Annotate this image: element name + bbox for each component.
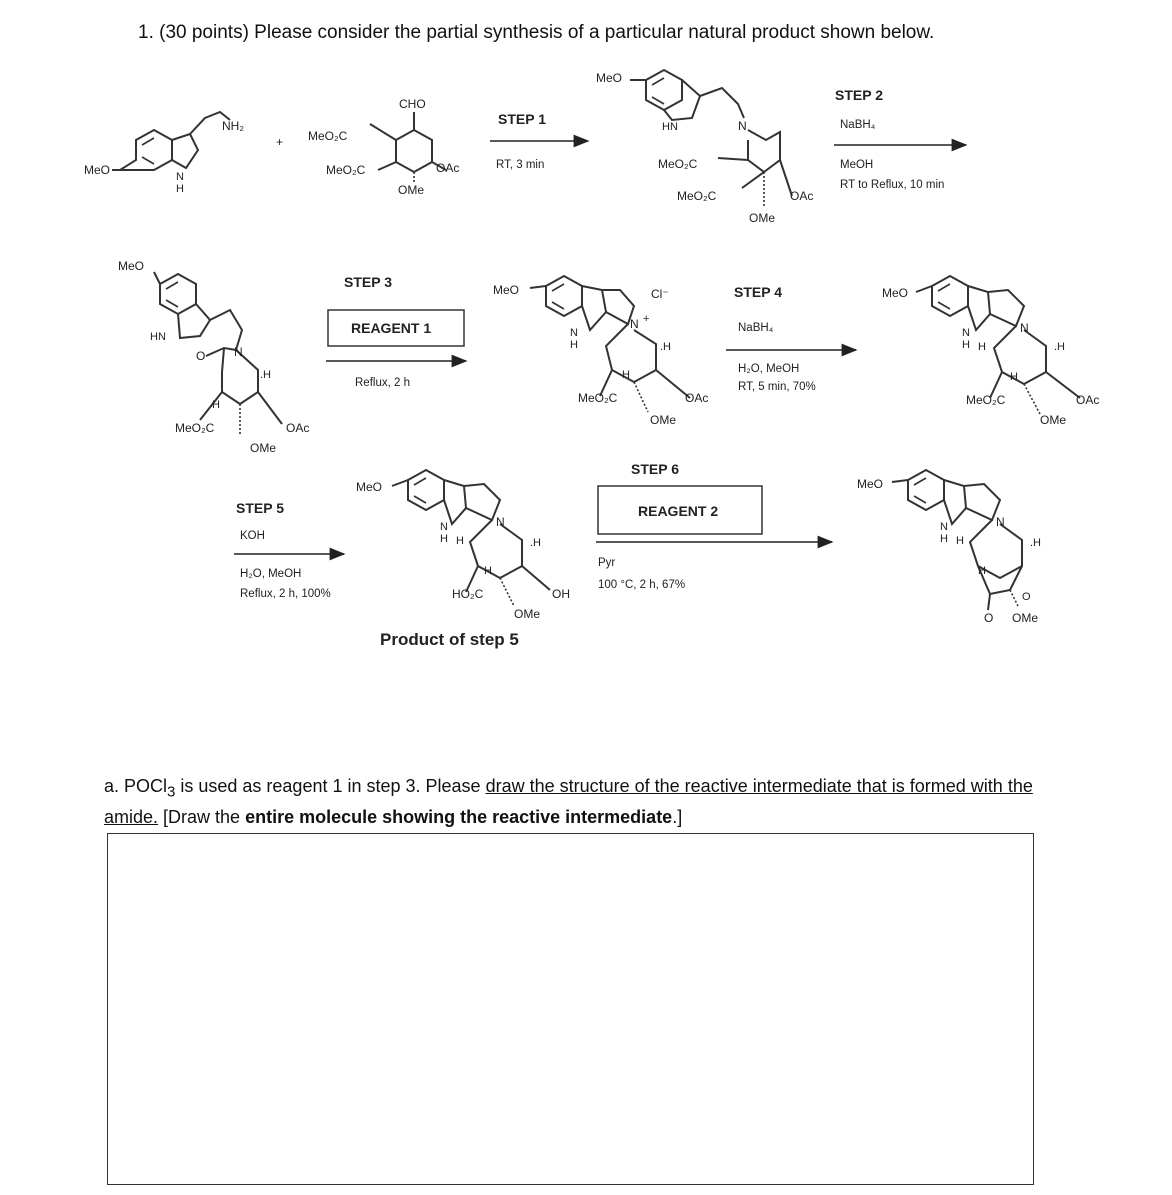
lactone-o-ring: O: [1022, 591, 1031, 603]
iminium-ester: MeO₂C: [578, 391, 618, 405]
step1-arrow: [490, 111, 588, 171]
oac-label: OAc: [436, 161, 460, 175]
imine-ester-upper: MeO₂C: [658, 157, 698, 171]
aldehyde-structure: [308, 97, 459, 197]
amine-nh-n: N: [962, 327, 970, 339]
amine-label: NH₂: [222, 119, 244, 133]
lactam-h1-label: .H: [260, 369, 271, 381]
question-tail2: .]: [672, 806, 683, 827]
step5-arrow: [234, 500, 344, 600]
lactam-h2-label: H: [212, 399, 220, 411]
iminium-n-label: N: [630, 317, 639, 331]
question-a: [104, 774, 1044, 830]
question-underlined: draw the structure of the reactive intermediate that is formed with the amide.: [104, 776, 1033, 827]
lactone-ome: OMe: [1012, 611, 1039, 625]
acid-meo-label: MeO: [356, 480, 383, 494]
lactam-o-label: O: [196, 349, 206, 363]
step2-label: STEP 2: [835, 87, 883, 103]
acid-h-sub: H: [456, 535, 464, 547]
amine-ester: MeO₂C: [966, 393, 1006, 407]
step5-reagent: KOH: [240, 530, 265, 542]
ome-label: OMe: [398, 183, 425, 197]
acid-h1: .H: [530, 537, 541, 549]
step6-label: STEP 6: [631, 461, 679, 477]
question-bold: entire molecule showing the reactive intermediate: [245, 806, 673, 827]
step4-arrow: [726, 284, 856, 393]
iminium-meo-label: MeO: [493, 283, 520, 297]
step5-cond1: H₂O, MeOH: [240, 568, 302, 580]
meo-label: MeO: [84, 163, 111, 177]
question-mid: is used as reagent 1 in step 3. Please: [175, 776, 486, 796]
amine-h-sub: H: [978, 341, 986, 353]
amine-nh-h: H: [962, 339, 970, 351]
step2-reagent: NaBH₄: [840, 119, 876, 131]
acid-n-label: N: [496, 515, 505, 529]
lactam-hn-label: HN: [150, 331, 166, 343]
iminium-h2: H: [622, 369, 630, 381]
iminium-oac: OAc: [685, 391, 709, 405]
acid-ome-label: OMe: [514, 607, 541, 621]
lactone-h1: .H: [1030, 537, 1041, 549]
acid-structure: [356, 470, 570, 621]
step2-arrow: [834, 87, 966, 191]
step3-arrow: [326, 274, 466, 389]
product-caption: Product of step 5: [380, 630, 519, 649]
nh-n-label: N: [176, 171, 184, 183]
imine-oac-label: OAc: [790, 189, 814, 203]
reagent2-label: REAGENT 2: [638, 503, 719, 519]
question-subscript: 3: [167, 783, 176, 801]
step3-cond: Reflux, 2 h: [355, 377, 410, 389]
iminium-counterion: Cl⁻: [651, 287, 669, 301]
question-header: 1. (30 points) Please consider the partial synthesis of a particular natural product shown below.: [138, 22, 935, 43]
acid-h2: H: [484, 565, 492, 577]
imine-ome-label: OMe: [749, 211, 776, 225]
lactam-oac-label: OAc: [286, 421, 310, 435]
iminium-plus: +: [643, 313, 650, 325]
lactam-ome-label: OMe: [250, 441, 277, 455]
imine-meo-label: MeO: [596, 71, 623, 85]
nh-h-label: H: [176, 183, 184, 195]
lactone-h-sub: H: [956, 535, 964, 547]
ester-upper-label: MeO₂C: [308, 129, 348, 143]
step4-label: STEP 4: [734, 284, 782, 300]
ester-lower-label: MeO₂C: [326, 163, 366, 177]
imine-structure: [596, 70, 813, 225]
lactone-nh-h: H: [940, 533, 948, 545]
imine-ester-lower: MeO₂C: [677, 189, 717, 203]
acid-oh-label: OH: [552, 587, 570, 601]
lactam-meo-label: MeO: [118, 259, 145, 273]
lactone-h2: H: [978, 565, 986, 577]
amine-structure: [882, 276, 1099, 427]
question-prefix: a. POCl: [104, 776, 168, 796]
lactam-structure: [118, 259, 309, 455]
imine-hn-label: HN: [662, 121, 678, 133]
iminium-nh-h: H: [570, 339, 578, 351]
step4-reagent: NaBH₄: [738, 322, 774, 334]
lactone-n-label: N: [996, 515, 1005, 529]
amine-oac: OAc: [1076, 393, 1100, 407]
iminium-structure: [493, 276, 708, 427]
amine-h2: H: [1010, 371, 1018, 383]
amine-meo-label: MeO: [882, 286, 909, 300]
step6-arrow: [596, 461, 832, 591]
tryptamine-structure: [84, 112, 244, 195]
iminium-nh-n: N: [570, 327, 578, 339]
step5-cond2: Reflux, 2 h, 100%: [240, 588, 331, 600]
lactam-n-label: N: [234, 345, 243, 359]
cho-label: CHO: [399, 97, 426, 111]
acid-nh-n: N: [440, 521, 448, 533]
lactone-nh-n: N: [940, 521, 948, 533]
acid-co2h-label: HO₂C: [452, 587, 484, 601]
step1-cond: RT, 3 min: [496, 159, 545, 171]
step1-label: STEP 1: [498, 111, 546, 127]
step5-label: STEP 5: [236, 500, 284, 516]
answer-box[interactable]: [107, 833, 1034, 1185]
lactone-meo-label: MeO: [857, 477, 884, 491]
step2-cond2: RT to Reflux, 10 min: [840, 179, 945, 191]
iminium-h1: .H: [660, 341, 671, 353]
acid-nh-h: H: [440, 533, 448, 545]
lactone-structure: [857, 470, 1041, 625]
reagent1-label: REAGENT 1: [351, 320, 432, 336]
iminium-ome: OMe: [650, 413, 677, 427]
step4-cond1: H₂O, MeOH: [738, 363, 800, 375]
amine-h1: .H: [1054, 341, 1065, 353]
step3-label: STEP 3: [344, 274, 392, 290]
step6-cond1: Pyr: [598, 557, 616, 569]
step4-cond2: RT, 5 min, 70%: [738, 381, 816, 393]
step6-cond2: 100 °C, 2 h, 67%: [598, 579, 686, 591]
amine-n-label: N: [1020, 321, 1029, 335]
imine-n-label: N: [738, 119, 747, 133]
question-tail1: [Draw the: [158, 806, 246, 827]
lactam-ester-label: MeO₂C: [175, 421, 215, 435]
amine-ome: OMe: [1040, 413, 1067, 427]
plus-sign: +: [276, 135, 284, 149]
step2-cond1: MeOH: [840, 159, 874, 171]
lactone-o-carbonyl: O: [984, 611, 994, 625]
